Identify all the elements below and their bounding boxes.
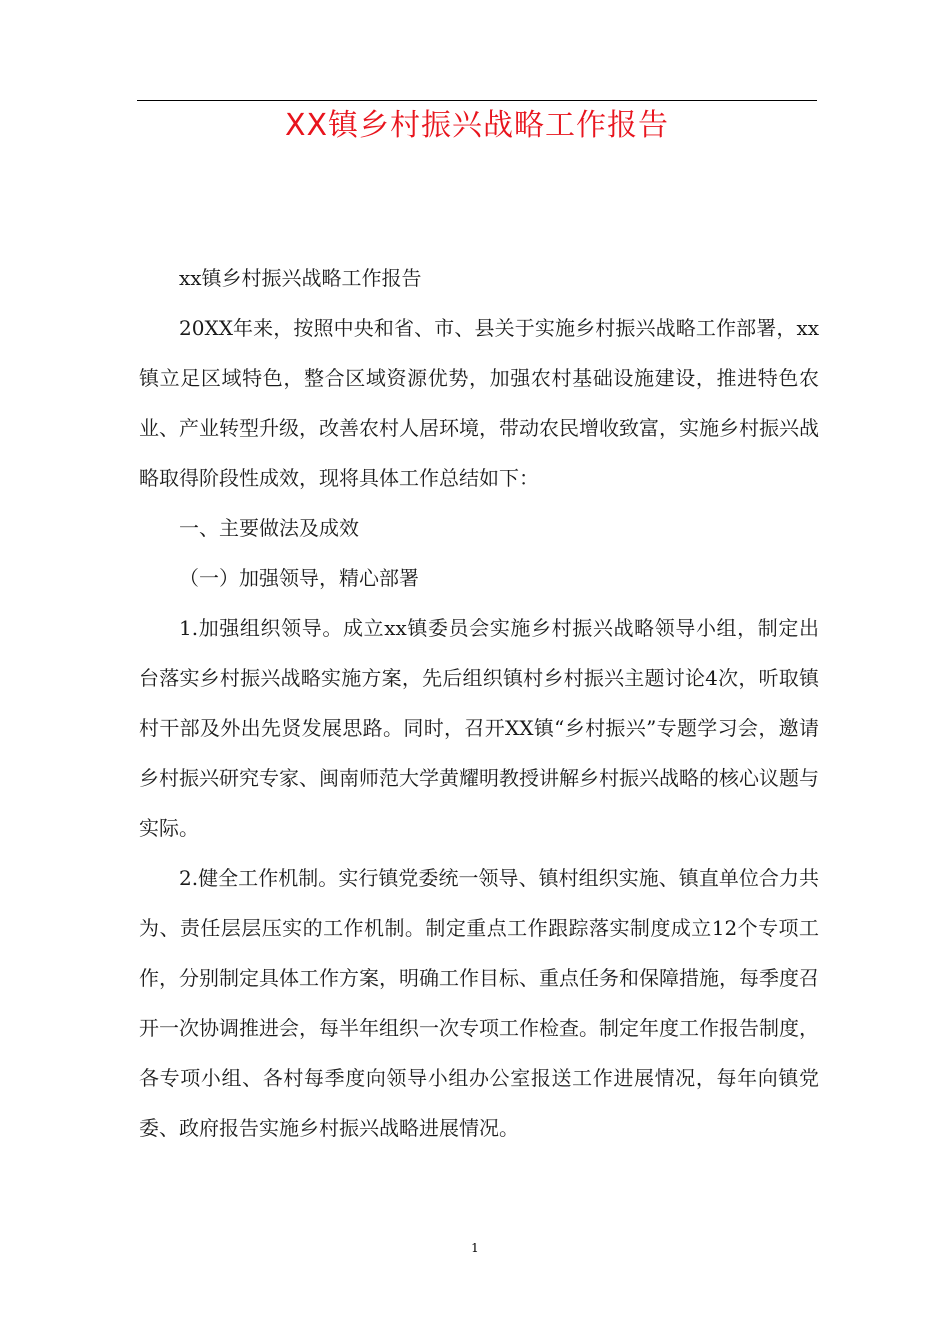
subsection-heading: （一）加强领导，精心部署	[179, 566, 419, 590]
paragraph-item-1: 1.加强组织领导。成立xx镇委员会实施乡村振兴战略领导小组，制定出台落实乡村振兴战略实施方案，先后组织镇村乡村振兴主题讨论4次，听取镇村干部及外出先贤发展思路。同时，召开XX镇“乡村振兴”专题学习会，邀请乡村振兴研究专家、闽南师范大学黄耀明教授讲解乡村振兴战略的核心议题与实际。	[139, 616, 819, 840]
paragraph-subtitle: xx镇乡村振兴战略工作报告	[179, 266, 422, 290]
section-heading: 一、主要做法及成效	[179, 516, 359, 540]
page-number: 1	[471, 1241, 479, 1255]
header-rule	[137, 100, 817, 101]
document-body	[139, 253, 819, 1153]
paragraph-item-2: 2.健全工作机制。实行镇党委统一领导、镇村组织实施、镇直单位合力共为、责任层层压实的工作机制。制定重点工作跟踪落实制度成立12个专项工作，分别制定具体工作方案，明确工作目标、重点任务和保障措施，每季度召开一次协调推进会，每半年组织一次专项工作检查。制定年度工作报告制度，各专项小组、各村每季度向领导小组办公室报送工作进展情况，每年向镇党委、政府报告实施乡村振兴战略进展情况。	[139, 866, 819, 1140]
document-title: XX镇乡村振兴战略工作报告	[284, 108, 670, 143]
paragraph-intro: 20XX年来，按照中央和省、市、县关于实施乡村振兴战略工作部署，xx镇立足区域特色，整合区域资源优势，加强农村基础设施建设，推进特色农业、产业转型升级，改善农村人居环境，带动农民增收致富，实施乡村振兴战略取得阶段性成效，现将具体工作总结如下：	[139, 316, 819, 490]
